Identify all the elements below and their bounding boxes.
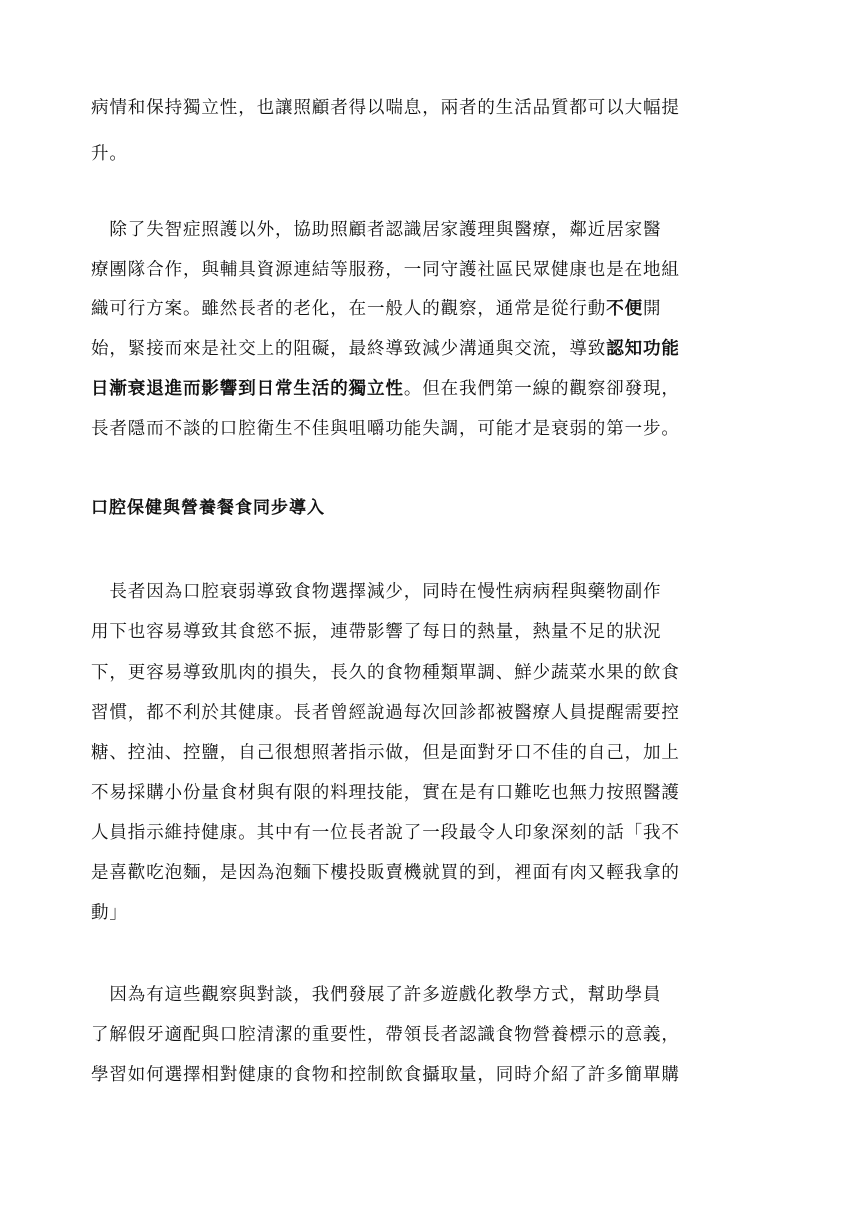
paragraph-3-line-2: 用下也容易導致其食慾不振，連帶影響了每日的熱量，熱量不足的狀況 (91, 622, 662, 642)
paragraph-4-line-2: 了解假牙適配與口腔清潔的重要性，帶領長者認識食物營養標示的意義， (91, 1025, 680, 1045)
paragraph-3-line-1: 長者因為口腔衰弱導致食物選擇減少，同時在慢性病病程與藥物副作 (91, 582, 662, 602)
paragraph-2-line-5-text: 。但在我們第一線的觀察卻發現， (403, 379, 680, 399)
paragraph-3-line-8: 是喜歡吃泡麵，是因為泡麵下樓投販賣機就買的到，裡面有肉又輕我拿的 (91, 863, 680, 883)
paragraph-2-line-4-text: 始，緊接而來是社交上的阻礙，最終導致減少溝通與交流，導致 (91, 339, 607, 359)
paragraph-3-line-7: 人員指示維持健康。其中有一位長者說了一段最令人印象深刻的話「我不 (91, 823, 680, 843)
paragraph-3-line-3: 下，更容易導致肌肉的損失，長久的食物種類單調、鮮少蔬菜水果的飲食 (91, 663, 680, 683)
paragraph-2-line-3 (91, 297, 771, 321)
paragraph-2-line-4 (91, 337, 771, 361)
paragraph-2-line-2: 療團隊合作，與輔具資源連結等服務，一同守護社區民眾健康也是在地組 (91, 260, 680, 280)
paragraph-2-line-5-bold: 日漸衰退進而影響到日常生活的獨立性 (91, 379, 404, 399)
paragraph-2-line-4-bold: 認知功能 (606, 339, 680, 359)
paragraph-3-line-6: 不易採購小份量食材與有限的料理技能，實在是有口難吃也無力按照醫護 (91, 783, 680, 803)
paragraph-3-line-4: 習慣，都不利於其健康。長者曾經說過每次回診都被醫療人員提醒需要控 (91, 703, 680, 723)
paragraph-2-line-3-bold: 不便 (606, 299, 644, 319)
paragraph-1-line-2: 升。 (91, 144, 128, 164)
paragraph-1-line-1: 病情和保持獨立性，也讓照顧者得以喘息，兩者的生活品質都可以大幅提 (91, 98, 680, 118)
section-heading: 口腔保健與營養餐食同步導入 (91, 498, 325, 518)
paragraph-2-line-6: 長者隱而不談的口腔衛生不佳與咀嚼功能失調，可能才是衰弱的第一步。 (91, 419, 680, 439)
paragraph-2-line-1: 除了失智症照護以外，協助照顧者認識居家護理與醫療，鄰近居家醫 (91, 220, 662, 240)
paragraph-4-line-1: 因為有這些觀察與對談，我們發展了許多遊戲化教學方式，幫助學員 (91, 985, 662, 1005)
paragraph-2-line-5 (91, 377, 771, 401)
paragraph-3-line-5: 糖、控油、控鹽，自己很想照著指示做，但是面對牙口不佳的自己，加上 (91, 743, 680, 763)
paragraph-3-line-9: 動」 (91, 903, 128, 923)
paragraph-2-line-3-text: 織可行方案。雖然長者的老化，在一般人的觀察，通常是從行動 (91, 299, 607, 319)
paragraph-4-line-3: 學習如何選擇相對健康的食物和控制飲食攝取量，同時介紹了許多簡單購 (91, 1065, 680, 1085)
paragraph-2-line-3-end: 開 (643, 299, 662, 319)
